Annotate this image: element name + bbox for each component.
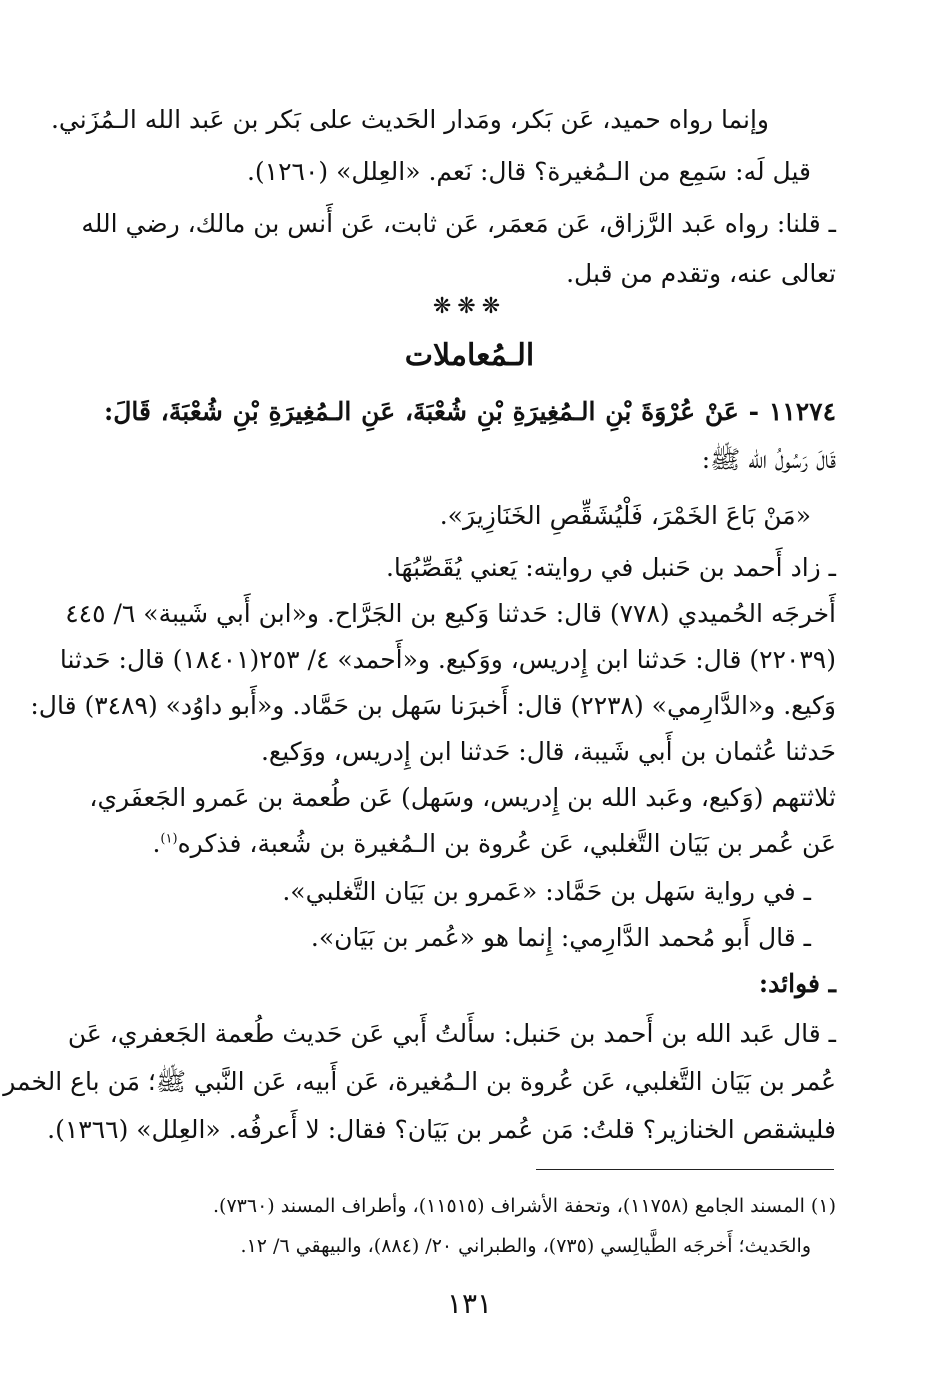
text-line-body: عَن عُمر بن بَيَان التَّغلبي، عَن عُروة بن الـمُغيرة بن شُعبة، فذكره <box>177 829 836 858</box>
text-line: وإنما رواه حميد، عَن بَكر، ومَدار الحَديث على بَكر بن عَبد الله الـمُزَني. <box>50 105 769 134</box>
text-line: ثلاثتهم (وَكيع، وعَبد الله بن إِدريس، وسَهل) عَن طُعمة بن عَمرو الجَعفَري، <box>89 783 836 812</box>
footnote-reference: (١) <box>160 831 178 847</box>
text-line: ـ زاد أَحمد بن حَنبل في روايته: يَعني يُقَصِّبُهَا. <box>385 553 836 582</box>
text-line: (٢٢٠٣٩) قال: حَدثنا ابن إِدريس، ووَكيع. و«أَحمد» ٤/ ٢٥٣(١٨٤٠١) قال: حَدثنا <box>59 645 836 674</box>
hadith-text: «مَنْ بَاعَ الخَمْرَ، فَلْيُشَقِّصِ الخَنَازِيرَ». <box>439 501 811 530</box>
text-line: تعالى عنه، وتقدم من قبل. <box>566 259 836 288</box>
page-number: ١٣١ <box>446 1287 493 1320</box>
footnote-line: (١) المسند الجامع (١١٧٥٨)، وتحفة الأشراف (١١٥١٥)، وأطراف المسند (٧٣٦٠). <box>213 1195 836 1217</box>
text-line: وَكيع. و«الدَّارِمي» (٢٢٣٨) قال: أَخبرَنا سَهل بن حَمَّاد. و«أَبو داوُد» (٣٤٨٩) قال: <box>30 691 836 720</box>
footnote-separator <box>536 1169 834 1170</box>
text-line: حَدثنا عُثمان بن أَبي شَيبة، قال: حَدثنا ابن إِدريس، ووَكيع. <box>260 737 836 766</box>
text-line: ـ قلنا: رواه عَبد الرَّزاق، عَن مَعمَر، عَن ثابت، عَن أَنس بن مالك، رضي الله <box>81 209 836 238</box>
section-divider-stars: ❋❋❋ <box>432 294 507 319</box>
benefits-heading: ـ فوائد: <box>758 969 836 998</box>
text-line: ـ قال عَبد الله بن أَحمد بن حَنبل: سأَلتُ أَبي عَن حَديث طُعمة الجَعفري، عَن <box>67 1019 836 1048</box>
hadith-header-line: قَالَ رَسُولُ الله ﷺ: <box>701 445 836 474</box>
text-line: عُمر بن بَيَان التَّغلبي، عَن عُروة بن الـمُغيرة، عَن أَبيه، عَن النَّبي ﷺ؛ مَن باع الخمر <box>3 1067 836 1096</box>
text-line: فليشقص الخنازير؟ قلتُ: مَن عُمر بن بَيَان؟ فقال: لا أَعرفُه. «العِلل» (١٣٦٦). <box>47 1115 836 1144</box>
text-line: أَخرجَه الحُميدي (٧٧٨) قال: حَدثنا وَكيع بن الجَرَّاح. و«ابن أَبي شَيبة» ٦/ ٤٤٥ <box>65 599 836 628</box>
section-heading: الـمُعاملات <box>404 338 535 373</box>
hadith-header-line: ١١٢٧٤ - عَنْ عُرْوَةَ بْنِ الـمُغِيرَةِ بْنِ شُعْبَةَ، عَنِ الـمُغِيرَةِ بْنِ شُعْبَةَ، قَالَ: <box>104 397 836 426</box>
text-line: عَن عُمر بن بَيَان التَّغلبي، عَن عُروة بن الـمُغيرة بن شُعبة، فذكره$^{(١)}$. <box>152 829 836 858</box>
text-line: قيل لَه: سَمِع من الـمُغيرة؟ قال: نَعم. «العِلل» (١٢٦٠). <box>246 157 811 186</box>
footnote-line: والحَديث؛ أَخرجَه الطَّيالِسي (٧٣٥)، والطبراني ٢٠/ (٨٨٤)، والبيهقي ٦/ ١٢. <box>240 1235 811 1257</box>
text-line: ـ في رواية سَهل بن حَمَّاد: «عَمرو بن بَيَان التَّغلبي». <box>282 877 811 906</box>
text-line: ـ قال أَبو مُحمد الدَّارِمي: إِنما هو «عُمر بن بَيَان». <box>310 923 811 952</box>
